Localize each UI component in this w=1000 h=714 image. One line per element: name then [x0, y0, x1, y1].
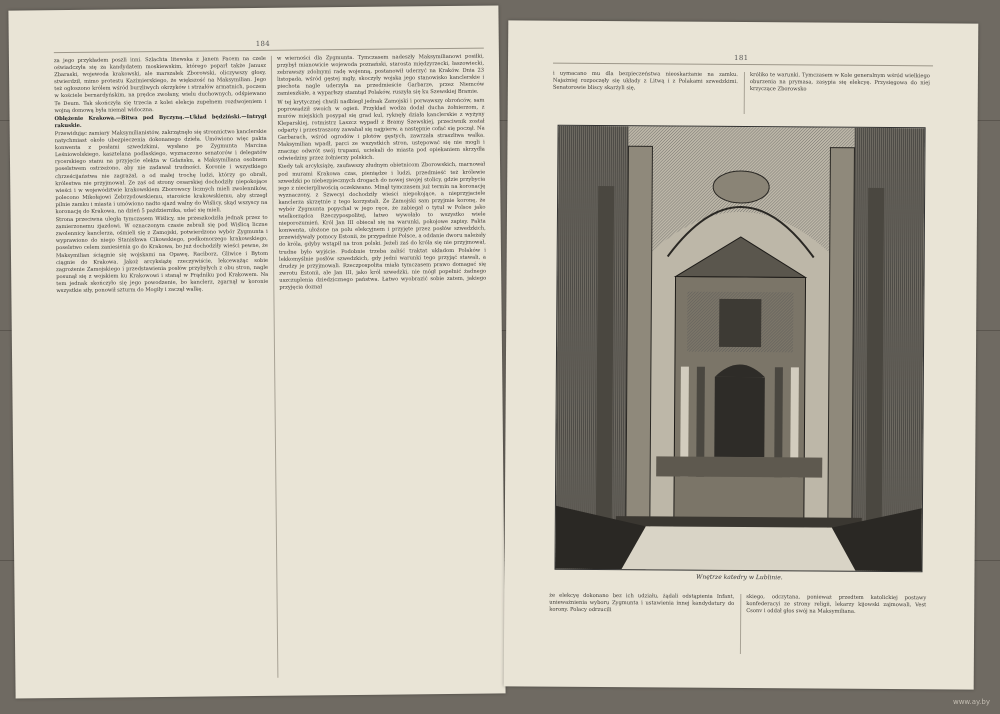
- paragraph: i uymacano mu dla bezpieczeństwa nieoskarżanie na zamku. Najażniej rozpoczęły się układy z Litwą i z Polakami szwedzkimi. Senatorowie bliscy skarżyli się,: [552, 70, 738, 92]
- column-divider: [744, 72, 745, 114]
- paragraph: Przewidując zamiary Maksymilianistów, zakrzątnęło się stronnictwo kanclerskie natychmiast około ubezpieczenia dokonanego dzieła. Umówiono więc pakta konwenta z posłami szwedzkimi, wysłano po Zygmunta Marcina Leśniowolskiego, kasztelana podlaskiego, wyznaczono senatorów i delegatów rycerskiego stanu na przyjęcie elekta w Gdańsku, a Maksymiliana osobnem poselstwem ostrzeżono, aby nie zadawał trudności. Koronie i wszystkiego chrześcijaństwa nie zagrażał, a od małej trochę ludzi, którzy go obrali, królestwa nie przyjmował. Ze zaś od strony cesarskiej dochodziły niepokojące wieści i w województwie krakowskiem Zborowscy licznych mieli zwolenników, polecono Mikołajowi Zebrzydowskiemu, staroście krakowskiemu, aby strzegł pilnie zamku i miasta i umówiono nadto sjazd walny do Wiślicy, skąd wszyscy na koronację do Krakowa, na dzień 5 października, udać się mieli.: [54, 128, 268, 216]
- paragraph: za jego przykładem poszli inni. Szlachta litewska z Janem Pacem na czele oświadczyła się za kandydatem moskiewskim, którego poparł także Janusz Zbaraski, wojewoda krakowski, ale marszałek Zborowski, oliczywszy głosy, stwierdził, mimo protestu Kazimierskiego, że większość na Maksymilian. Jego też ogłoszono królem wśród burzliwych okrzyków i strzałów armatnich, poczem w kościele bernardyńskim, na prędce zwołany, wielu duchownych, odśpiewano Te Deum. Tak skończyła się trzecia z kolei elekcja zupełnem rozdwojeniem i wojną domową była niemal widoczna.: [53, 55, 267, 114]
- header-rule: [553, 63, 933, 67]
- page-number: 181: [734, 53, 749, 63]
- site-watermark: www.ay.by: [952, 698, 990, 706]
- paragraph: W tej krytycznej chwili nadbiegł jednak Zamojski i porwawszy obrońców, sam poprowadził swoich w ogień. Przykład wodza dodał ducha żołnierzom, z murów miejskich posypał się grad kul, ryknęły działa kanclerskie z wyżyny Kleparskiej, rotmistrz Laszcz wypadł z Bramy Szewskiej, przeciwnik został odparty i przestraszony zawahał się najpierw, a następnie cofać się począł. Na Garbarach, wśród ogrodów i płotów gęstych, zawrzała straszliwa walka. Maksymilian wpadł, parci ze wszystkich stron, ustępować się nie mogli i znacząc odwrót swój trupami, uciekali do miasta pod opiekaniem skrzydła odwiedziny przez żołnierzy polskich.: [277, 97, 485, 163]
- top-text-column-2: [750, 72, 930, 115]
- page-number: 184: [255, 39, 271, 48]
- column-divider: [740, 594, 741, 654]
- bottom-text-column-2: [746, 594, 926, 655]
- right-page: [504, 20, 979, 689]
- paragraph: Strona przeciwna uległa tymczasem Wiślicy, nie przeszkodziła jednak przez to zamierzonemu zjazdowi. W oznaczonym czasie zebrali się pod Wiślicą liczne zwolennicy kanclerza, ośmieli się z Zamojski, potwierdzono wybór Zygmunta i wyprawiono do niego Stanisława Cikowskiego, podkomorzego krakowskiego, poselstwo celem zaniesienia go do Krakowa, bo już dochodziły wieści pewne, że Maksymilian ściągnie się wojskami na Opawę, Raciborz, Gliwice i Bytom ciągnie do Krakowa. Jakoż arcyksiążę rzeczywiście, lekceważąc sobie zagrożenie Zamojskiego i przedstawienia posłów przybyłych z obu stron, nagle posunął się z wojskiem ku Krakowowi i stanął w Prądniku pod Krakowem. Na tem jednak skończyło się jego powodzenie, bo kanclerz, zgarnął w koronie wszystkie siły, ponowił szturm do Mogiły i zaczął walkę.: [55, 214, 269, 295]
- header-rule: [54, 48, 484, 54]
- paragraph: że elekcyę dokonano bez ich udziału, żądali odstąpienia Infant, unieważnienia wyboru Zygmunta i ustawienia innej kandydatury do korony. Polacy odrzucili: [549, 592, 735, 614]
- top-text-column-1: [553, 71, 738, 114]
- paragraph: skiego, odczytana, ponieważ przedtem katolickiej postawy konfederacyi ze strony religii, lekarzy kijowski zajmowali, Vest Csonv i oddał głos swój na Maksymiliana.: [746, 594, 927, 615]
- bottom-text-column-1: [549, 593, 734, 654]
- paragraph: Kiedy tak arcyksiążę, zaufawszy złudnym obietnicom Zborowskich, marnował pod murami Krakowa czas, pieniądze i ludzi, przedmieść też królewie szwedzki po niebezpiecznych drogach do nowej swojej stolicy, gdzie przybycia jego z niecierpliwością oczekiwano. Minął tymczasem już termin na koronację wyznaczony, z Szwecyi dochodziły wieści niepokojące, a nieprzyjaciele kanclerza skrzętnie z tego korzystali. Ze Zamojski sam przyjmie koronę, że wybór Zygmunta popychał w jego ręce, że zabiegał o tytuł w Polsce jako wielkorządca Rzeczypospolitej, łatwo wywołało to wszystko wiele nieporozumień. Król Jan III obiecał się na warunki, pokojowe zapisy. Pakta konwenta, ułożone na polu elekcyjnem i przyjęte przez posłów szwedzkich, przewidywały pomocy Estonii, że przypadnie Polsce, a oddanie dworu należały do króla, gdyby wstąpił na tron polski. Jeżeli zaś do króla się nie przyjmował, trudne było wyjście. Podobnie trzeba zaliść traktat układom Polaków i lekkomyślnie posłów szwedzkich, gdy jedni warunki tego przyjąć stawali, a drudzy je przyjmowali. Rzeczpospolita miała tymczasem prawo domagać się zwrotu Estonii, ale Jan III, jako król szwedzki, nie mógł popełnić żadnego uszczuplenia dziedzicznego państwa. Łatwo wyobrazić sobie zatem, jakiego przyjęcia doznał: [278, 162, 487, 291]
- left-page: [8, 5, 505, 698]
- text-column-2: [277, 54, 491, 681]
- paragraph: króliko te warunki. Tymczasem w Kole generalnym wśród wielkiego oburzenia na prymasa, zasypia się elekcyę. Przysięgowa do niej krzyczące Zborowsko: [749, 72, 930, 93]
- section-heading: Oblężenie Krakowa.—Bitwa pod Byczyną.—Układ będziński.—Intrygi rakuskie.: [54, 113, 267, 129]
- figure-caption: Wnętrze katedry w Lublinie.: [696, 573, 783, 582]
- paragraph: w wierności dla Zygmunta. Tymczasem nadeszły Maksymilianowi posiłki, przybył mianowicie wojewoda poznański, starosta międzyrzecki, łaszowiecki, zebrawszy zdolnymi radę wojenną, postanowił uderzyć na Kraków. Dnia 23 listopada, wśród gęstej mgły, skoczyły wojska jego stanowisko kanclerskie i piechota nagle uderzyła na przedmieście Garbarze, przez Niemców zamieszkałe, a wyparłszy stamtąd Polaków, ruszyła się ku Szewskiej Bramie.: [276, 53, 485, 98]
- text-column-1: [54, 56, 273, 683]
- cathedral-engraving: [554, 125, 925, 573]
